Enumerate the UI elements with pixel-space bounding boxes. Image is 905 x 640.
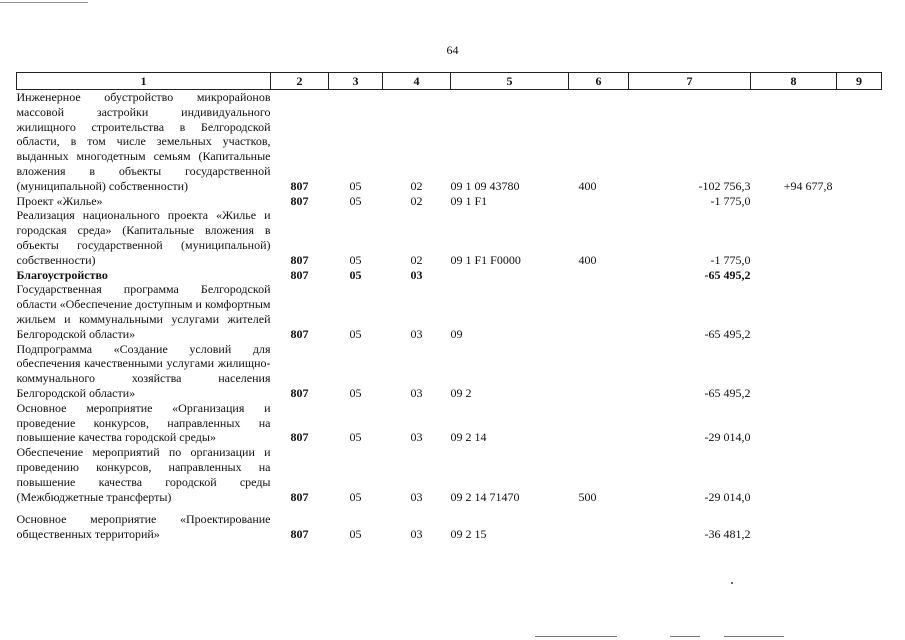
sub-subsection-code: 03 (410, 489, 423, 504)
target-article-code: 09 1 F1 (450, 193, 488, 208)
subsection-code: 05 (349, 527, 362, 542)
subsection-code: 05 (349, 252, 362, 267)
amount-adjustment (751, 194, 837, 209)
subsection-code: 05 (349, 326, 362, 341)
subsection-code: 05 (349, 489, 362, 504)
amount-extra (837, 90, 882, 194)
target-article-code: 09 2 14 (450, 430, 487, 445)
target-article-code (451, 268, 569, 283)
section-code: 807 (290, 326, 309, 341)
row-description: Инженерное обустройство микрорайонов массовой застройки индивидуального жилищного строительства в Белгородской области, в том числе земельных участков, выданных многодетным семьям (Капитальные вложения в объекты государственной (муниципальной) собственности) (16, 90, 271, 193)
subsection-code: 05 (349, 178, 362, 193)
table-row (17, 445, 882, 504)
row-description: Обеспечение мероприятий по организации и проведению конкурсов, направленных на повышение качества городской среды (Межбюджетные трансферты) (16, 445, 271, 504)
amount-adjustment: +94 677,8 (783, 178, 833, 193)
amount-change: -1 775,0 (710, 252, 751, 267)
amount-change: -65 495,2 (704, 385, 751, 400)
scan-edge-line (0, 2, 88, 3)
amount-change: -29 014,0 (704, 489, 751, 504)
table-body (17, 90, 882, 542)
expense-type-code (569, 401, 629, 445)
table-row (17, 282, 882, 341)
row-description: Государственная программа Белгородской области «Обеспечение доступным и комфортным жильем и коммунальными услугами жителей Белгородской области» (16, 282, 271, 341)
sub-subsection-code: 03 (410, 385, 423, 400)
amount-extra (837, 208, 882, 267)
section-code: 807 (290, 385, 309, 400)
amount-extra (837, 194, 882, 209)
amount-extra (837, 504, 882, 542)
subsection-code: 05 (349, 430, 362, 445)
table-row (17, 342, 882, 401)
sub-subsection-code: 03 (410, 527, 423, 542)
amount-extra (837, 342, 882, 401)
section-code: 807 (290, 527, 309, 542)
section-code: 807 (290, 252, 309, 267)
column-number-header (17, 73, 882, 90)
target-article-code: 09 1 F1 F0000 (450, 252, 521, 267)
section-code: 807 (290, 267, 309, 282)
column-header: 6 (569, 73, 629, 90)
table-row (17, 504, 882, 542)
expense-type-code (569, 504, 629, 542)
subsection-code: 05 (349, 267, 362, 282)
sub-subsection-code: 03 (410, 326, 423, 341)
target-article-code: 09 1 09 43780 (450, 178, 520, 193)
section-code: 807 (290, 178, 309, 193)
expense-type-code (569, 268, 629, 283)
amount-adjustment (751, 342, 837, 401)
amount-adjustment (751, 208, 837, 267)
column-header: 2 (271, 73, 329, 90)
sub-subsection-code: 02 (410, 193, 423, 208)
table-row (17, 194, 882, 209)
column-header: 1 (17, 73, 271, 90)
target-article-code: 09 2 14 71470 (450, 489, 520, 504)
expense-type-code: 400 (578, 178, 597, 193)
table-row (17, 90, 882, 194)
scan-speck (731, 582, 733, 584)
table-row (17, 268, 882, 283)
target-article-code: 09 2 15 (450, 527, 487, 542)
expense-type-code (569, 194, 629, 209)
column-header: 9 (837, 73, 882, 90)
section-code: 807 (290, 489, 309, 504)
column-header: 3 (329, 73, 383, 90)
page-number: 64 (446, 43, 459, 57)
amount-change: -1 775,0 (710, 193, 751, 208)
amount-adjustment (751, 401, 837, 445)
expense-type-code: 400 (578, 252, 597, 267)
sub-subsection-code: 03 (410, 430, 423, 445)
sub-subsection-code: 03 (410, 267, 423, 282)
amount-change: -36 481,2 (704, 527, 751, 542)
section-code: 807 (290, 430, 309, 445)
amount-adjustment (751, 282, 837, 341)
target-article-code: 09 2 (450, 385, 472, 400)
amount-extra (837, 282, 882, 341)
expense-type-code (569, 342, 629, 401)
sub-subsection-code: 02 (410, 252, 423, 267)
amount-extra (837, 445, 882, 504)
table-row (17, 401, 882, 445)
subsection-code: 05 (349, 385, 362, 400)
row-description: Подпрограмма «Создание условий для обеспечения качественными услугами жилищно-коммунального хозяйства населения Белгородской области» (16, 341, 271, 400)
row-description: Основное мероприятие «Проектирование общественных территорий» (16, 512, 271, 542)
row-description: Реализация национального проекта «Жилье и городская среда» (Капитальные вложения в объекты государственной (муниципальной) собственности) (16, 208, 271, 267)
scan-artifact-line (724, 636, 784, 637)
column-header: 7 (629, 73, 751, 90)
budget-table (16, 72, 882, 542)
sub-subsection-code: 02 (410, 178, 423, 193)
column-header: 5 (451, 73, 569, 90)
amount-change: -29 014,0 (704, 430, 751, 445)
section-code: 807 (290, 193, 309, 208)
row-description: Основное мероприятие «Организация и проведение конкурсов, направленных на повышение качества городской среды» (16, 400, 271, 445)
amount-change: -65 495,2 (704, 267, 751, 282)
row-description: Проект «Жилье» (16, 193, 103, 208)
expense-type-code (569, 282, 629, 341)
column-header: 4 (383, 73, 451, 90)
table-row (17, 208, 882, 267)
scan-artifact-line (535, 636, 617, 637)
amount-change: -102 756,3 (698, 178, 751, 193)
subsection-code: 05 (349, 193, 362, 208)
amount-adjustment (751, 268, 837, 283)
amount-change: -65 495,2 (704, 326, 751, 341)
scan-artifact-line (670, 636, 700, 637)
amount-extra (837, 268, 882, 283)
amount-adjustment (751, 504, 837, 542)
target-article-code: 09 (450, 326, 463, 341)
expense-type-code: 500 (578, 489, 597, 504)
amount-extra (837, 401, 882, 445)
amount-adjustment (751, 445, 837, 504)
row-description: Благоустройство (16, 267, 108, 282)
column-header: 8 (751, 73, 837, 90)
